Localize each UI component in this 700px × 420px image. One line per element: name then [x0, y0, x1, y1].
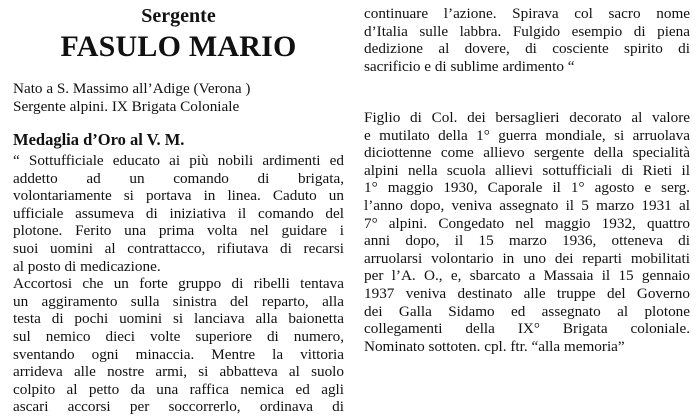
motivation-line: ascari accorsi per soccorrerlo, ordinava di [13, 398, 344, 416]
bio-line: 1° maggio 1930, Caporale il 1° agosto e serg. [364, 179, 690, 197]
motivation-line: sacrificio e di sublime ardimento “ [364, 57, 575, 75]
motivation-line: addetto ad un comando di brigata, [13, 169, 344, 187]
bio-line: collegamenti della IX° Brigata coloniale. [364, 320, 690, 338]
bio-line: anni dopo, il 15 marzo 1936, otteneva di [364, 232, 690, 250]
medal-motivation-continued [364, 5, 690, 75]
motivation-line: plotone. Ferito una prima volta nel guidare i [13, 222, 344, 240]
motivation-line: ufficiale assumeva di iniziativa il comando del [13, 204, 344, 222]
bio-line: dei Galla Sidamo ed assegnato al plotone [364, 302, 690, 320]
motivation-line: colpito al petto da una raffica nemica ed agli [13, 380, 344, 398]
unit-line: Sergente alpini. IX Brigata Coloniale [13, 97, 240, 115]
motivation-line: al posto di medicazione. [13, 257, 161, 275]
rank-heading: Sergente [141, 5, 216, 27]
bio-line: 1937 veniva destinato alle truppe del Governo [364, 284, 690, 302]
motivation-line: continuare l’azione. Spirava col sacro nome [364, 5, 690, 22]
motivation-line: suoi uomini al contrattacco, rifiutava di recarsi [13, 239, 344, 257]
motivation-line: arrideva alle nostre armi, si abbatteva al suolo [13, 363, 344, 381]
bio-line: arruolarsi volontario in uno dei reparti mobilitati [364, 249, 690, 267]
bio-line: l’anno dopo, veniva assegnato il 5 marzo 1931 al [364, 196, 690, 214]
motivation-line: sul nemico dieci volte superiore di numero, [13, 327, 344, 345]
biography [364, 109, 690, 355]
motivation-line: Accortosi che un forte gruppo di ribelli tentava [13, 275, 344, 293]
bio-line: alpini nella scuola allievi sottufficiali di Rieti il [364, 161, 690, 179]
motivation-line: sventando ogni minaccia. Mentre la vittoria [13, 345, 344, 363]
bio-line: Figlio di Col. dei bersaglieri decorato al valore [364, 109, 690, 126]
motivation-line: volontariamente si portava in linea. Caduto un [13, 187, 344, 205]
motivation-line: “ Sottufficiale educato ai più nobili ardimenti ed [13, 152, 344, 169]
bio-line: 7° alpini. Congedato nel maggio 1932, quattro [364, 214, 690, 232]
bio-line: diciottenne come allievo sergente della specialità [364, 144, 690, 162]
bio-line: Nominato sottoten. cpl. ftr. “alla memoria” [364, 337, 625, 355]
motivation-line: dedizione al dovere, di cosciente spirito di [364, 40, 690, 58]
motivation-line: d’Italia sulle labbra. Fulgido esempio di piena [364, 22, 690, 40]
name-heading: FASULO MARIO [60, 30, 297, 63]
motivation-line: un aggiramento sulla sinistra del reparto, alla [13, 292, 344, 310]
personal-info [13, 80, 344, 115]
bio-line: per l’A. O., e, sbarcato a Massaia il 15 gennaio [364, 267, 690, 285]
birthplace-line: Nato a S. Massimo all’Adige (Verona ) [13, 80, 251, 97]
medal-title: Medaglia d’Oro al V. M. [13, 130, 185, 149]
bio-line: e mutilato della 1° guerra mondiale, si arruolava [364, 126, 690, 144]
medal-motivation [13, 152, 344, 416]
motivation-line: testa di pochi uomini si lanciava alla baionetta [13, 310, 344, 328]
